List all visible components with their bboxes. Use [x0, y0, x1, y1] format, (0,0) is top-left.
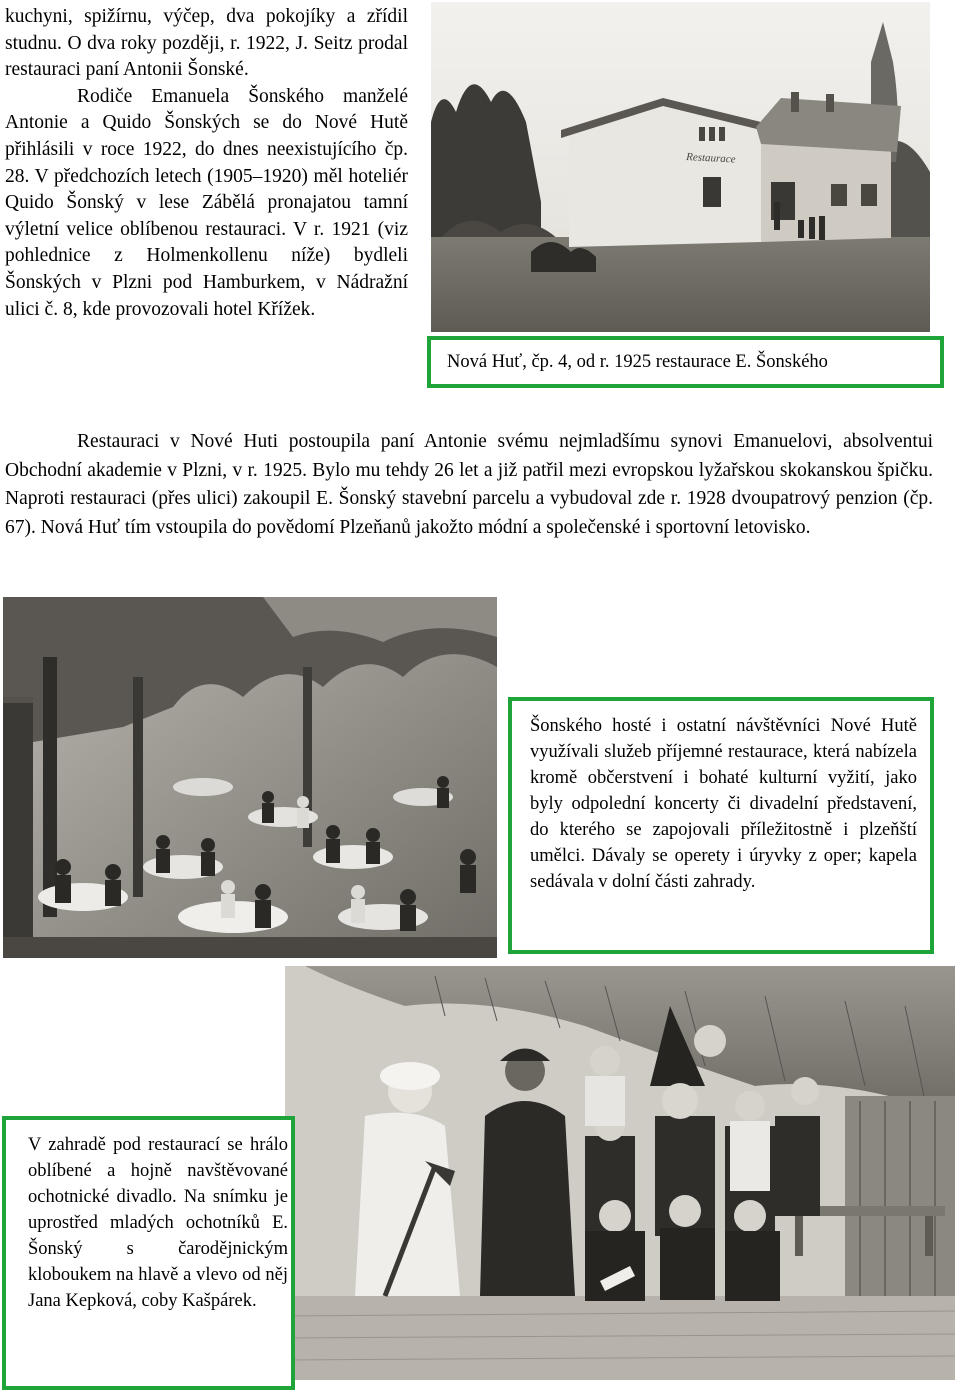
restaurant-sign-text: Restaurace — [685, 151, 736, 166]
intro-text — [5, 4, 408, 323]
middle-text — [5, 428, 933, 542]
restaurant-garden-photo — [3, 597, 497, 958]
guests-description-box — [508, 697, 934, 954]
restaurant-building-photo — [431, 2, 930, 332]
restaurant-photo-caption-box — [427, 336, 944, 388]
middle-paragraph: Restauraci v Nové Huti postoupila paní Antonie svému nejmladšímu synovi Emanuelovi, absolventui Obchodní akademie v Plzni, v r. 1925. Bylo mu tehdy 26 let a již patřil mezi evropskou lyžařskou skokanskou špičku. Naproti restauraci (přes ulici) zakoupil E. Šonský stavební parcelu a vybudoval zde r. 1928 dvoupatrový penzion (čp. 67). Nová Huť tím vstoupila do povědomí Plzeňanů jakožto módní a společenské i sportovní letovisko. — [5, 431, 933, 538]
restaurant-photo-caption: Nová Huť, čp. 4, od r. 1925 restaurace E. Šonského — [447, 352, 828, 372]
intro-paragraph-1: kuchyni, spižírnu, výčep, dva pokojíky a zřídil studnu. O dva roky později, r. 1922, J. Seitz prodal restauraci paní Antonii Šonské. — [5, 6, 408, 81]
guests-description-text: Šonského hosté i ostatní návštěvníci Nové Hutě využívali služeb příjemné restaurace, která nabízela kromě občerstvení i bohaté kulturní vyžití, jako byly odpolední koncerty či divadelní představení, do kterého se zapojovali příležitostně i plzeňští umělci. Dávaly se operety i úryvky z oper; kapela sedávala v dolní části zahrady. — [530, 716, 917, 892]
theatre-description-text: V zahradě pod restaurací se hrálo oblíbené a hojně navštěvované ochotnické divadlo. Na snímku je uprostřed mladých ochotníků E. Šonský s čarodějnickým kloboukem na hlavě a vlevo od něj Jana Kepková, coby Kašpárek. — [28, 1135, 288, 1311]
amateur-theatre-group-photo — [285, 966, 955, 1380]
intro-paragraph-2: Rodiče Emanuela Šonského manželé Antonie a Quido Šonských se do Nové Hutě přihlásili v roce 1922, do dnes neexistujícího čp. 28. V předchozích letech (1905–1920) měl hoteliér Quido Šonský v lese Zábělá pronajatou tamní výletní velice oblíbenou restauraci. V r. 1921 (viz pohlednice z Holmenkollenu níže) bydleli Šonských v Plzni pod Hamburkem, v Nádražní ulici č. 8, kde provozovali hotel Křížek. — [5, 85, 408, 320]
theatre-description-box — [2, 1116, 295, 1390]
